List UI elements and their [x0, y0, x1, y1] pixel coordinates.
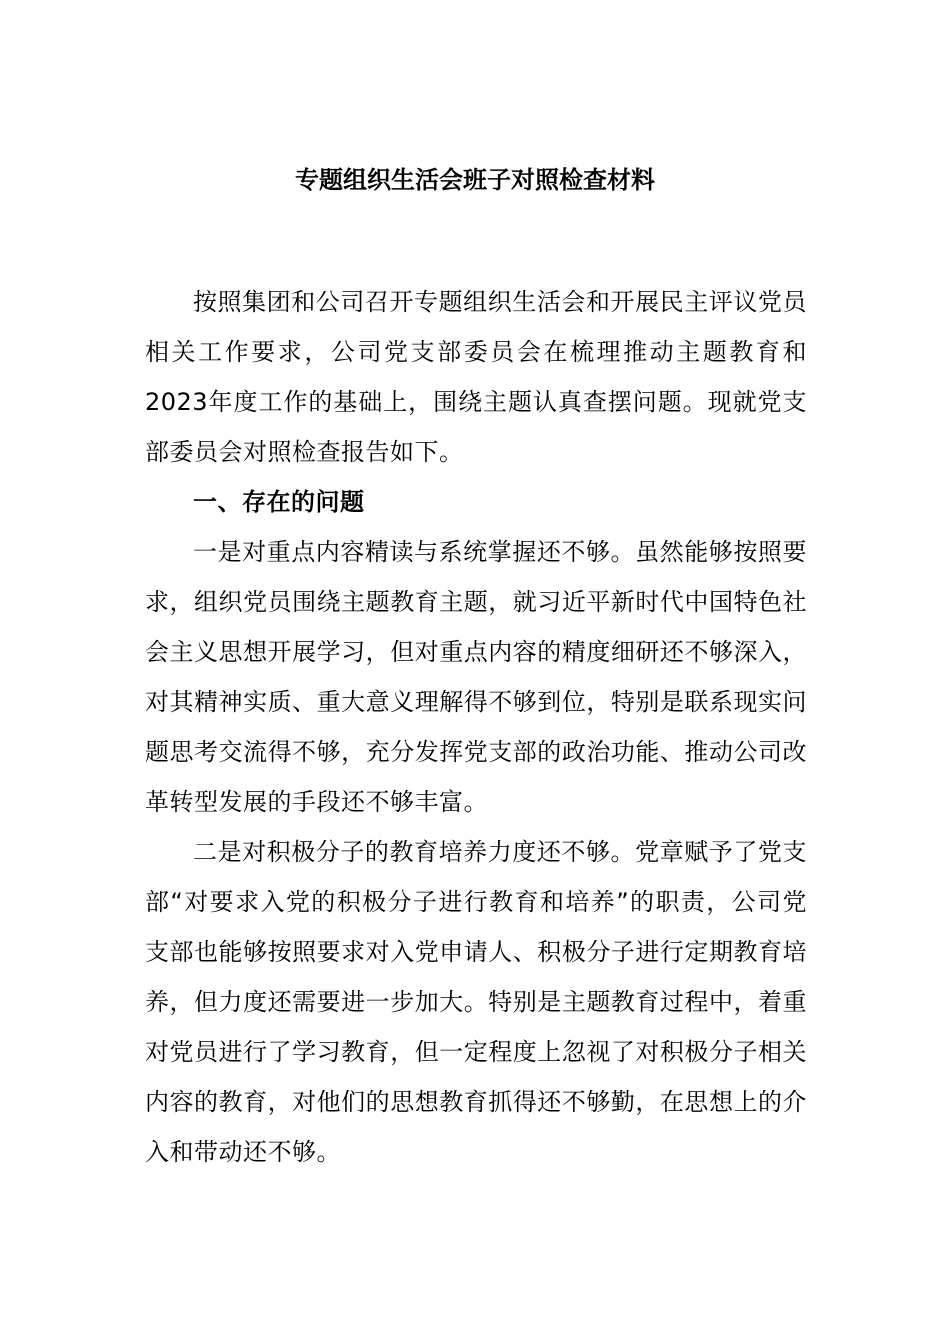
intro-paragraph: 按照集团和公司召开专题组织生活会和开展民主评议党员相关工作要求，公司党支部委员会在梳理推动主题教育和2023年度工作的基础上，围绕主题认真查摆问题。现就党支部委员会对照检查报告如下。: [145, 288, 807, 466]
document-body: [145, 277, 807, 1177]
document-title: 专题组织生活会班子对照检查材料: [295, 166, 655, 194]
section-heading: 一、存在的问题: [193, 488, 365, 516]
problem-paragraph-2: 二是对积极分子的教育培养力度还不够。党章赋予了党支部“对要求入党的积极分子进行教育和培养”的职责，公司党支部也能够按照要求对入党申请人、积极分子进行定期教育培养，但力度还需要进一步加大。特别是主题教育过程中，着重对党员进行了学习教育，但一定程度上忽视了对积极分子相关内容的教育，对他们的思想教育抓得还不够勤，在思想上的介入和带动还不够。: [145, 838, 807, 1166]
problem-paragraph-1: 一是对重点内容精读与系统掌握还不够。虽然能够按照要求，组织党员围绕主题教育主题，就习近平新时代中国特色社会主义思想开展学习，但对重点内容的精度细研还不够深入，对其精神实质、重大意义理解得不够到位，特别是联系现实问题思考交流得不够，充分发挥党支部的政治功能、推动公司改革转型发展的手段还不够丰富。: [145, 538, 807, 816]
